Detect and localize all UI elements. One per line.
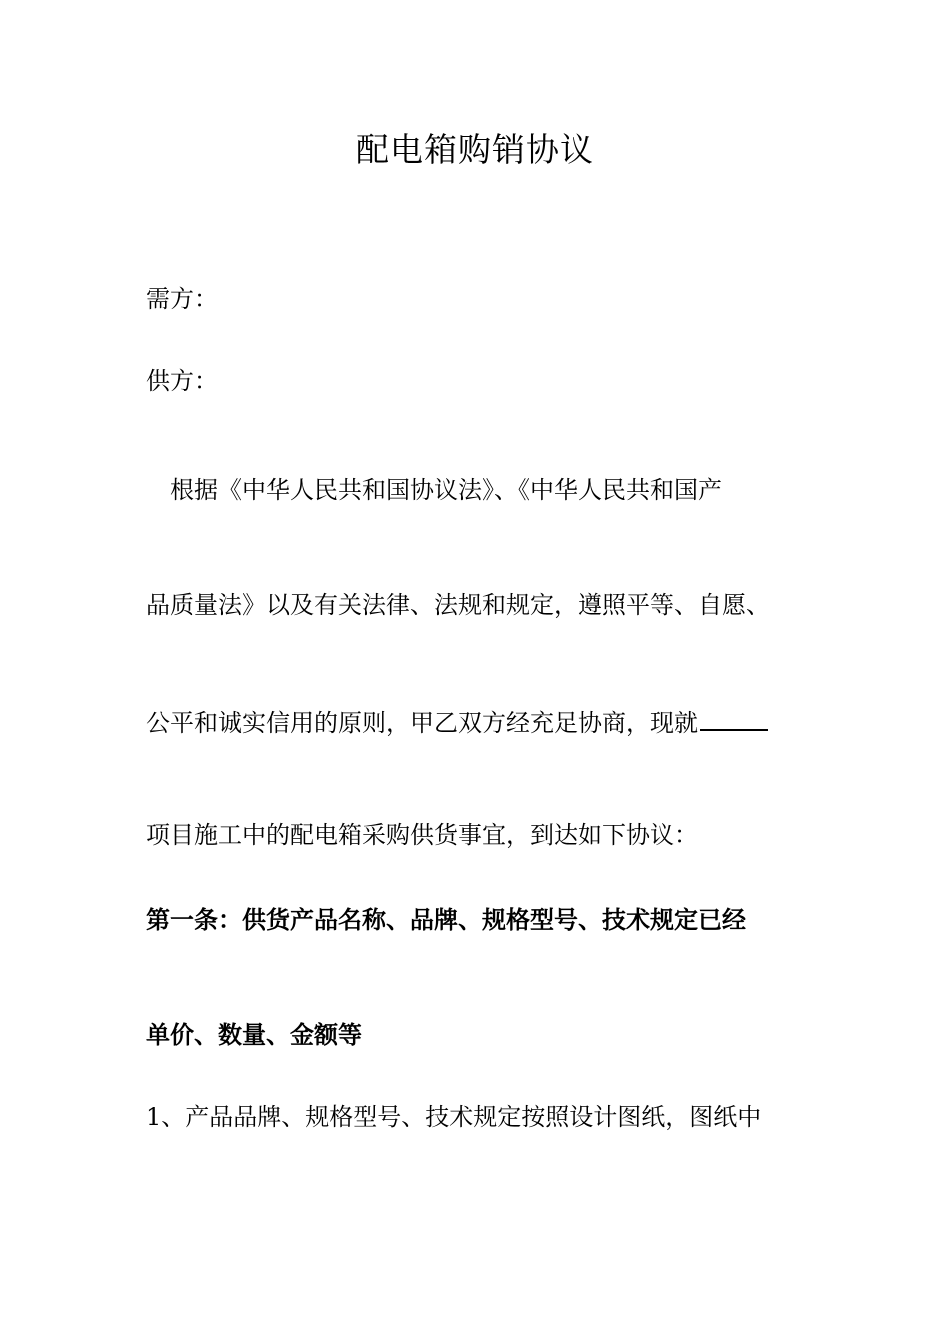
article1-heading-line-1: 第一条：供货产品名称、品牌、规格型号、技术规定已经 bbox=[146, 905, 746, 934]
paragraph-line-3 bbox=[146, 703, 768, 740]
paragraph-line-1: 根据《中华人民共和国协议法》、《中华人民共和国产 bbox=[170, 476, 722, 504]
article1-heading-line-2: 单价、数量、金额等 bbox=[146, 1020, 362, 1049]
paragraph-line-3-text: 公平和诚实信用的原则，甲乙双方经充足协商，现就 bbox=[146, 709, 698, 737]
document-title: 配电箱购销协议 bbox=[356, 130, 594, 169]
paragraph-line-2: 品质量法》以及有关法律、法规和规定，遵照平等、自愿、 bbox=[146, 591, 770, 619]
buyer-label: 需方： bbox=[146, 285, 218, 313]
supplier-label: 供方： bbox=[146, 367, 218, 395]
item1-line: 1、产品品牌、规格型号、技术规定按照设计图纸，图纸中 bbox=[146, 1103, 762, 1131]
project-name-blank bbox=[700, 703, 768, 731]
paragraph-line-4: 项目施工中的配电箱采购供货事宜，到达如下协议： bbox=[146, 821, 698, 849]
